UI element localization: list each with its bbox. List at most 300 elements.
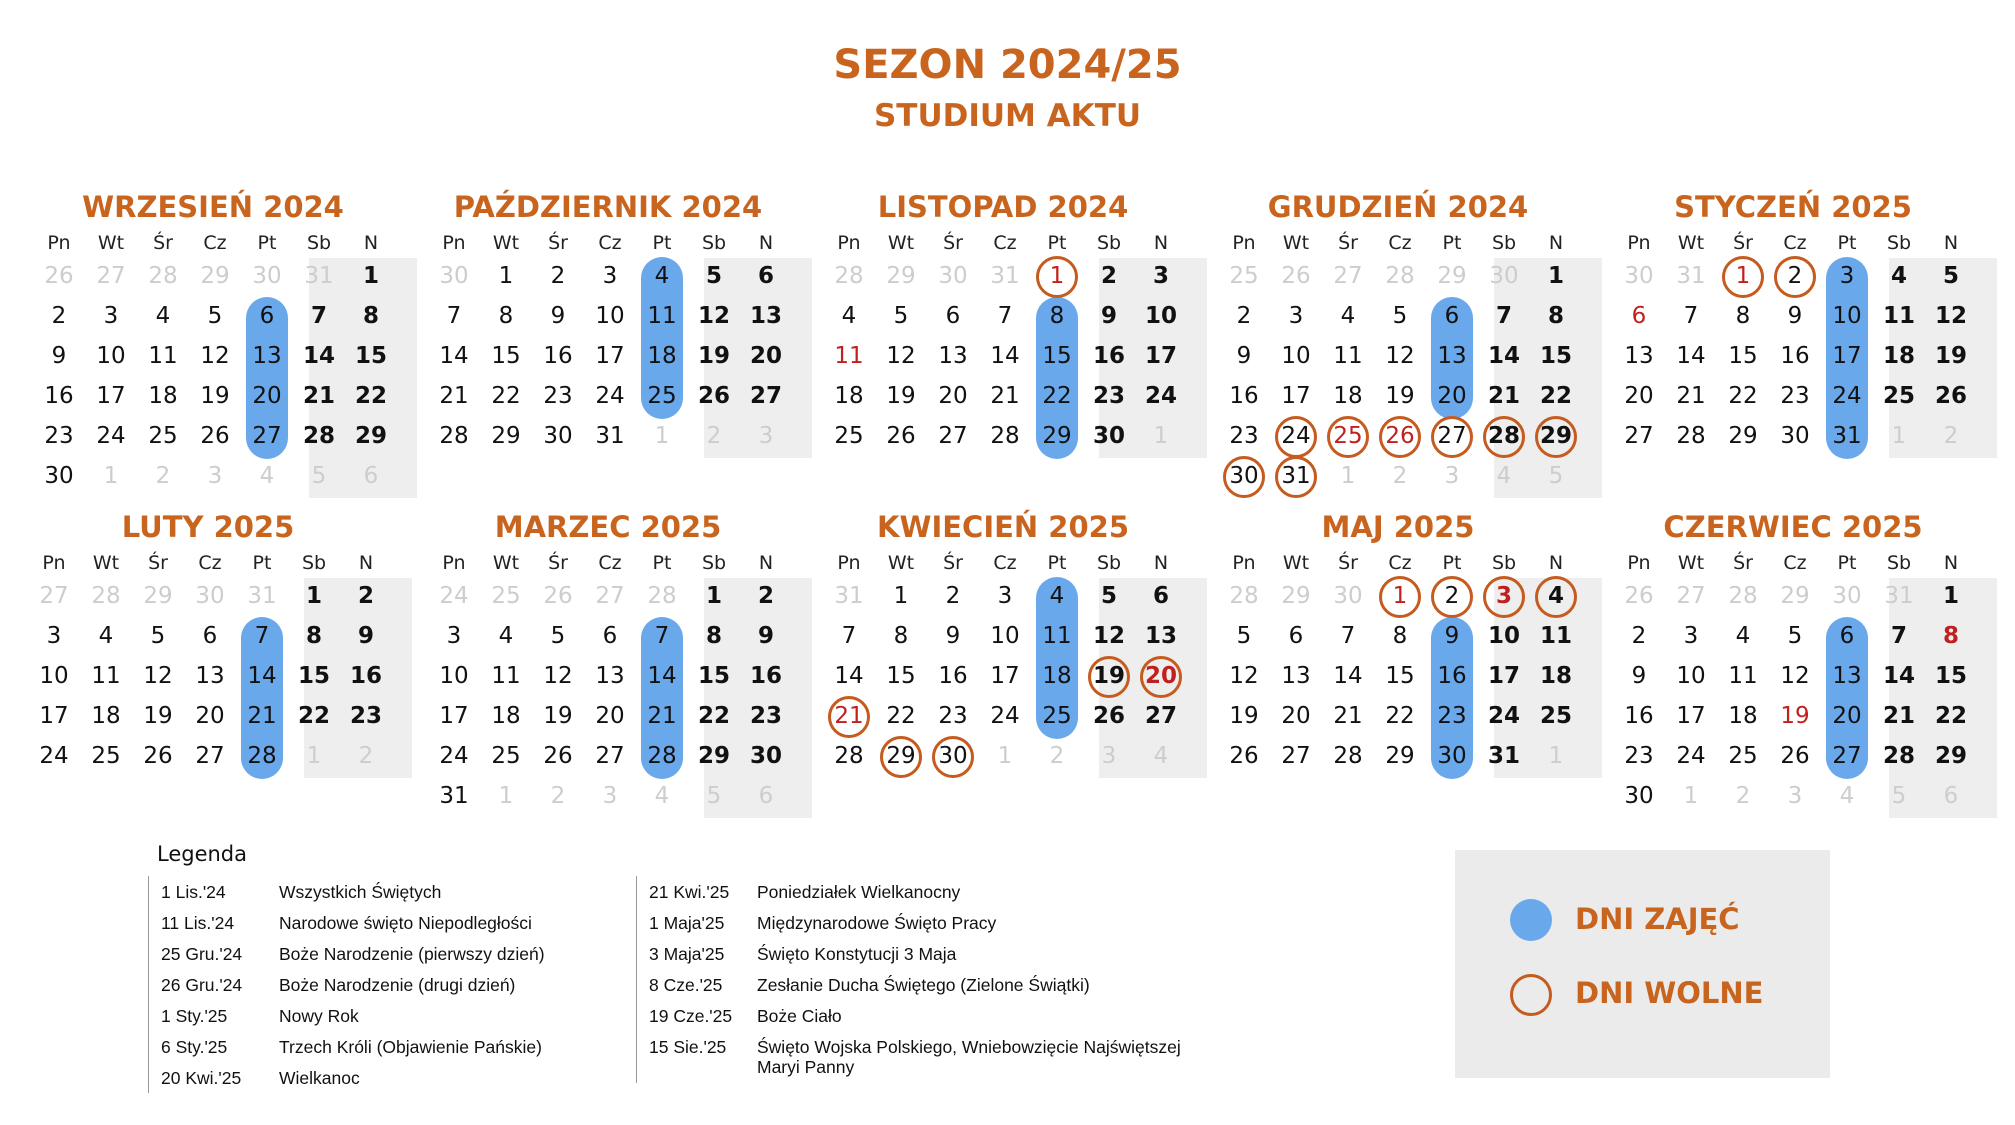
day-cell: 3: [997, 583, 1013, 609]
month-title: KWIECIEŃ 2025: [876, 510, 1130, 544]
day-cell: 26: [543, 583, 573, 609]
day-cell: 27: [39, 583, 69, 609]
day-off-label: DNI WOLNE: [1575, 976, 1764, 1010]
day-cell: 26: [1780, 743, 1810, 769]
day-cell: 27: [96, 263, 126, 289]
day-cell: 21: [647, 703, 677, 729]
day-cell: 16: [1624, 703, 1654, 729]
day-cell: 26: [1229, 743, 1259, 769]
month-title: STYCZEŃ 2025: [1674, 190, 1912, 224]
day-cell: 26: [543, 743, 573, 769]
day-cell: 26: [44, 263, 74, 289]
day-cell: 26: [200, 423, 230, 449]
weekday-header: N: [1943, 552, 1959, 574]
day-cell: 13: [1437, 343, 1467, 369]
day-cell: 22: [886, 703, 916, 729]
day-cell: 3: [602, 783, 618, 809]
day-cell: 11: [148, 343, 178, 369]
day-cell: 17: [1676, 703, 1706, 729]
day-cell: 25: [1322, 416, 1374, 456]
day-cell: 21: [1333, 703, 1363, 729]
day-cell: 4: [1496, 463, 1512, 489]
day-cell: 10: [96, 343, 126, 369]
weekday-header: Pt: [652, 552, 672, 574]
day-cell: 5: [1548, 463, 1564, 489]
day-cell: 29: [354, 423, 387, 449]
day-cell: 10: [1144, 303, 1177, 329]
legend-row: [149, 938, 619, 969]
day-cell: 25: [1882, 383, 1915, 409]
day-cell: 29: [200, 263, 230, 289]
day-cell: 27: [749, 383, 782, 409]
day-cell: 4: [259, 463, 275, 489]
day-cell: 28: [439, 423, 469, 449]
day-cell: 31: [247, 583, 277, 609]
weekday-header: Pt: [257, 232, 277, 254]
day-cell: 19: [1934, 343, 1967, 369]
day-cell: 15: [1934, 663, 1967, 689]
weekday-header: Pt: [1442, 232, 1462, 254]
day-cell: 1: [654, 423, 670, 449]
day-cell: 30: [439, 263, 469, 289]
weekday-header: Sb: [301, 552, 327, 574]
day-cell: 28: [148, 263, 178, 289]
day-cell: 21: [823, 696, 875, 736]
day-cell: 7: [1890, 623, 1907, 649]
day-cell: 27: [195, 743, 225, 769]
day-cell: 26: [697, 383, 730, 409]
day-cell: 17: [1832, 343, 1862, 369]
day-cell: 6: [1444, 303, 1460, 329]
holiday-date: 6 Sty.'25: [161, 1037, 228, 1057]
day-cell: 1: [997, 743, 1013, 769]
holiday-name: Boże Narodzenie (drugi dzień): [279, 975, 516, 995]
weekday-header: Sb: [306, 232, 332, 254]
month-block: [28, 510, 388, 830]
day-cell: 19: [697, 343, 730, 369]
day-cell: 10: [990, 623, 1020, 649]
day-cell: 9: [1787, 303, 1803, 329]
day-cell: 7: [1495, 303, 1512, 329]
weekday-header: Cz: [598, 552, 622, 574]
weekday-header: Pn: [442, 232, 466, 254]
day-cell: 15: [1728, 343, 1758, 369]
day-cell: 28: [647, 583, 677, 609]
day-cell: 30: [44, 463, 74, 489]
day-cell: 29: [1042, 423, 1072, 449]
day-cell: 24: [1832, 383, 1862, 409]
day-cell: 14: [1676, 343, 1706, 369]
weekday-header: Sb: [1491, 552, 1517, 574]
day-cell: 25: [1042, 703, 1072, 729]
weekday-header: Wt: [1282, 552, 1310, 574]
day-cell: 19: [886, 383, 916, 409]
day-cell: 30: [1437, 743, 1467, 769]
day-cell: 13: [595, 663, 625, 689]
day-cell: 30: [1333, 583, 1363, 609]
day-cell: 4: [1530, 576, 1582, 616]
weekday-header: N: [1943, 232, 1959, 254]
month-title: LUTY 2025: [121, 510, 295, 544]
holiday-name: Narodowe święto Niepodległości: [279, 913, 532, 933]
day-cell: 11: [647, 303, 677, 329]
day-cell: 6: [202, 623, 218, 649]
weekday-header: Cz: [993, 232, 1017, 254]
day-cell: 28: [247, 743, 277, 769]
day-cell: 1: [1153, 423, 1169, 449]
legend-row: [149, 907, 619, 938]
day-cell: 24: [1270, 416, 1322, 456]
day-cell: 27: [1426, 416, 1478, 456]
holiday-date: 20 Kwi.'25: [161, 1068, 242, 1088]
day-cell: 3: [1444, 463, 1460, 489]
page-title: SEZON 2024/25: [833, 42, 1182, 88]
day-cell: 10: [595, 303, 625, 329]
day-cell: 5: [706, 783, 722, 809]
weekday-header: Sb: [1886, 232, 1912, 254]
day-cell: 6: [758, 783, 774, 809]
day-cell: 8: [362, 303, 379, 329]
day-cell: 13: [1832, 663, 1862, 689]
day-cell: 16: [1092, 343, 1125, 369]
day-cell: 3: [1683, 623, 1699, 649]
legend-row: [149, 1062, 619, 1093]
day-cell: 18: [647, 343, 677, 369]
holiday-date: 1 Sty.'25: [161, 1006, 228, 1026]
day-cell: 20: [252, 383, 282, 409]
day-cell: 30: [1832, 583, 1862, 609]
holiday-date: 26 Gru.'24: [161, 975, 243, 995]
day-cell: 27: [1624, 423, 1654, 449]
day-cell: 26: [1281, 263, 1311, 289]
day-cell: 31: [834, 583, 864, 609]
holiday-date: 1 Maja'25: [649, 913, 725, 933]
day-cell: 13: [195, 663, 225, 689]
day-cell: 4: [1839, 783, 1855, 809]
day-cell: 5: [1236, 623, 1252, 649]
day-cell: 23: [543, 383, 573, 409]
day-cell: 19: [1780, 703, 1810, 729]
day-cell: 28: [834, 743, 864, 769]
day-cell: 11: [1539, 623, 1572, 649]
day-cell: 25: [1229, 263, 1259, 289]
day-cell: 6: [1631, 303, 1647, 329]
legend-row: [637, 938, 1197, 969]
day-cell: 16: [1437, 663, 1467, 689]
day-cell: 29: [1530, 416, 1582, 456]
day-cell: 13: [1624, 343, 1654, 369]
month-block: [1218, 510, 1578, 830]
day-cell: 29: [886, 263, 916, 289]
day-cell: 29: [875, 736, 927, 776]
holiday-date: 21 Kwi.'25: [649, 882, 730, 902]
day-cell: 24: [439, 743, 469, 769]
day-cell: 27: [1676, 583, 1706, 609]
day-cell: 20: [1281, 703, 1311, 729]
day-cell: 17: [1144, 343, 1177, 369]
day-cell: 8: [1547, 303, 1564, 329]
day-cell: 15: [354, 343, 387, 369]
day-cell: 21: [439, 383, 469, 409]
weekday-header: Sb: [1096, 232, 1122, 254]
day-cell: 30: [1624, 783, 1654, 809]
day-cell: 12: [1092, 623, 1125, 649]
day-cell: 24: [595, 383, 625, 409]
day-cell: 29: [1385, 743, 1415, 769]
day-cell: 14: [439, 343, 469, 369]
day-cell: 6: [945, 303, 961, 329]
day-cell: 12: [1385, 343, 1415, 369]
day-cell: 1: [1374, 576, 1426, 616]
day-cell: 16: [749, 663, 782, 689]
day-cell: 27: [1144, 703, 1177, 729]
legend-row: [149, 1031, 619, 1062]
day-cell: 7: [1340, 623, 1356, 649]
day-cell: 18: [1882, 343, 1915, 369]
day-cell: 20: [1437, 383, 1467, 409]
weekday-header: Sb: [1096, 552, 1122, 574]
day-cell: 31: [1832, 423, 1862, 449]
weekday-header: Pt: [1047, 232, 1067, 254]
day-cell: 27: [595, 583, 625, 609]
day-cell: 27: [1832, 743, 1862, 769]
day-cell: 14: [1882, 663, 1915, 689]
holiday-name: Zesłanie Ducha Świętego (Zielone Świątki): [757, 975, 1090, 995]
day-cell: 21: [1487, 383, 1520, 409]
color-key: [1455, 850, 1830, 1078]
day-cell: 1: [1683, 783, 1699, 809]
day-cell: 13: [938, 343, 968, 369]
day-cell: 12: [543, 663, 573, 689]
day-cell: 10: [39, 663, 69, 689]
day-cell: 7: [654, 623, 670, 649]
day-cell: 8: [305, 623, 322, 649]
weekday-header: Wt: [1677, 552, 1705, 574]
day-cell: 30: [1489, 263, 1519, 289]
day-cell: 24: [1487, 703, 1520, 729]
day-cell: 5: [550, 623, 566, 649]
day-cell: 14: [302, 343, 335, 369]
day-cell: 25: [91, 743, 121, 769]
day-cell: 15: [1042, 343, 1072, 369]
day-cell: 3: [1839, 263, 1855, 289]
day-cell: 3: [1288, 303, 1304, 329]
day-cell: 22: [1934, 703, 1967, 729]
day-cell: 31: [439, 783, 469, 809]
day-cell: 6: [363, 463, 379, 489]
day-cell: 18: [834, 383, 864, 409]
weekday-header: N: [1153, 552, 1169, 574]
day-cell: 8: [893, 623, 909, 649]
day-cell: 9: [51, 343, 67, 369]
day-cell: 15: [297, 663, 330, 689]
weekday-header: Wt: [1282, 232, 1310, 254]
day-cell: 22: [1539, 383, 1572, 409]
day-cell: 15: [491, 343, 521, 369]
day-cell: 27: [938, 423, 968, 449]
day-cell: 2: [1426, 576, 1478, 616]
day-cell: 31: [1884, 583, 1914, 609]
day-cell: 22: [1385, 703, 1415, 729]
legend-row: [637, 876, 1197, 907]
day-cell: 23: [1780, 383, 1810, 409]
day-cell: 7: [841, 623, 857, 649]
day-cell: 22: [697, 703, 730, 729]
day-cell: 31: [1487, 743, 1520, 769]
day-cell: 4: [654, 263, 670, 289]
day-cell: 17: [1487, 663, 1520, 689]
weekday-header: Sb: [701, 552, 727, 574]
day-cell: 5: [1392, 303, 1408, 329]
legend-row: [637, 907, 1197, 938]
weekday-header: Pt: [1047, 552, 1067, 574]
day-cell: 2: [357, 583, 374, 609]
day-cell: 15: [886, 663, 916, 689]
day-cell: 7: [1683, 303, 1699, 329]
weekday-header: Śr: [548, 552, 568, 574]
day-cell: 10: [1487, 623, 1520, 649]
day-cell: 18: [491, 703, 521, 729]
month-block: [1613, 510, 1973, 830]
month-title: PAŹDZIERNIK 2024: [453, 190, 763, 224]
legend-row: [149, 1000, 619, 1031]
day-cell: 22: [1042, 383, 1072, 409]
legend-row: [149, 969, 619, 1000]
holiday-date: 19 Cze.'25: [649, 1006, 733, 1026]
day-cell: 26: [1374, 416, 1426, 456]
day-cell: 14: [1333, 663, 1363, 689]
day-cell: 25: [491, 743, 521, 769]
day-cell: 30: [1218, 456, 1270, 496]
weekday-header: Wt: [492, 232, 520, 254]
day-cell: 21: [990, 383, 1020, 409]
day-cell: 24: [1144, 383, 1177, 409]
day-cell: 2: [757, 583, 774, 609]
weekday-header: N: [758, 552, 774, 574]
day-cell: 21: [1882, 703, 1915, 729]
day-cell: 4: [1890, 263, 1907, 289]
day-cell: 4: [841, 303, 857, 329]
day-cell: 23: [44, 423, 74, 449]
day-cell: 18: [1042, 663, 1072, 689]
day-cell: 19: [200, 383, 230, 409]
day-cell: 17: [96, 383, 126, 409]
day-cell: 16: [44, 383, 74, 409]
legend-title: Legenda: [157, 842, 248, 866]
day-cell: 3: [103, 303, 119, 329]
day-cell: 29: [697, 743, 730, 769]
day-cell: 13: [749, 303, 782, 329]
day-cell: 19: [543, 703, 573, 729]
day-cell: 1: [1942, 583, 1959, 609]
day-cell: 11: [1042, 623, 1072, 649]
day-cell: 17: [595, 343, 625, 369]
day-cell: 15: [1539, 343, 1572, 369]
day-cell: 18: [1539, 663, 1572, 689]
weekday-header: Śr: [148, 552, 168, 574]
day-cell: 26: [1624, 583, 1654, 609]
day-cell: 2: [155, 463, 171, 489]
day-cell: 9: [1631, 663, 1647, 689]
day-cell: 22: [1728, 383, 1758, 409]
day-cell: 29: [491, 423, 521, 449]
weekday-header: Pn: [47, 232, 71, 254]
day-cell: 17: [439, 703, 469, 729]
day-cell: 20: [595, 703, 625, 729]
day-cell: 23: [349, 703, 382, 729]
day-cell: 4: [1340, 303, 1356, 329]
weekday-header: Wt: [97, 232, 125, 254]
weekday-header: Cz: [993, 552, 1017, 574]
day-cell: 16: [543, 343, 573, 369]
day-cell: 15: [697, 663, 730, 689]
weekday-header: Cz: [1388, 232, 1412, 254]
weekday-header: Pn: [1627, 232, 1651, 254]
day-cell: 2: [358, 743, 374, 769]
holiday-date: 25 Gru.'24: [161, 944, 243, 964]
day-cell: 28: [990, 423, 1020, 449]
day-cell: 7: [310, 303, 327, 329]
day-cell: 10: [1281, 343, 1311, 369]
day-cell: 11: [1728, 663, 1758, 689]
day-cell: 1: [893, 583, 909, 609]
day-off-ring-icon: [1510, 974, 1552, 1016]
month-title: CZERWIEC 2025: [1663, 510, 1923, 544]
day-cell: 11: [91, 663, 121, 689]
day-cell: 1: [1548, 743, 1564, 769]
day-cell: 7: [997, 303, 1013, 329]
day-cell: 19: [143, 703, 173, 729]
legend-row: [637, 1000, 1197, 1031]
day-cell: 28: [834, 263, 864, 289]
day-cell: 30: [543, 423, 573, 449]
day-cell: 18: [91, 703, 121, 729]
day-cell: 29: [1281, 583, 1311, 609]
page-subtitle: STUDIUM AKTU: [873, 98, 1142, 134]
day-cell: 13: [1281, 663, 1311, 689]
day-cell: 14: [247, 663, 277, 689]
day-cell: 2: [550, 263, 566, 289]
day-cell: 24: [39, 743, 69, 769]
holiday-date: 15 Sie.'25: [649, 1037, 727, 1057]
day-cell: 28: [302, 423, 335, 449]
day-cell: 14: [1487, 343, 1520, 369]
day-cell: 28: [91, 583, 121, 609]
day-cell: 3: [1101, 743, 1117, 769]
day-cell: 24: [96, 423, 126, 449]
month-title: MAJ 2025: [1321, 510, 1475, 544]
month-title: WRZESIEŃ 2024: [82, 190, 344, 224]
day-cell: 23: [1229, 423, 1259, 449]
day-cell: 10: [1832, 303, 1862, 329]
day-cell: 5: [893, 303, 909, 329]
day-cell: 30: [195, 583, 225, 609]
legend-row: [637, 969, 1197, 1000]
legend-row: [149, 876, 619, 907]
legend-right-column: [636, 876, 1197, 1083]
holiday-name: Święto Konstytucji 3 Maja: [757, 944, 957, 964]
weekday-header: Pn: [1232, 232, 1256, 254]
weekday-header: Cz: [598, 232, 622, 254]
day-cell: 12: [143, 663, 173, 689]
weekday-header: Pn: [1232, 552, 1256, 574]
holiday-date: 8 Cze.'25: [649, 975, 723, 995]
day-cell: 3: [446, 623, 462, 649]
weekday-header: Sb: [1886, 552, 1912, 574]
day-cell: 2: [1392, 463, 1408, 489]
day-cell: 7: [446, 303, 462, 329]
day-cell: 3: [1787, 783, 1803, 809]
